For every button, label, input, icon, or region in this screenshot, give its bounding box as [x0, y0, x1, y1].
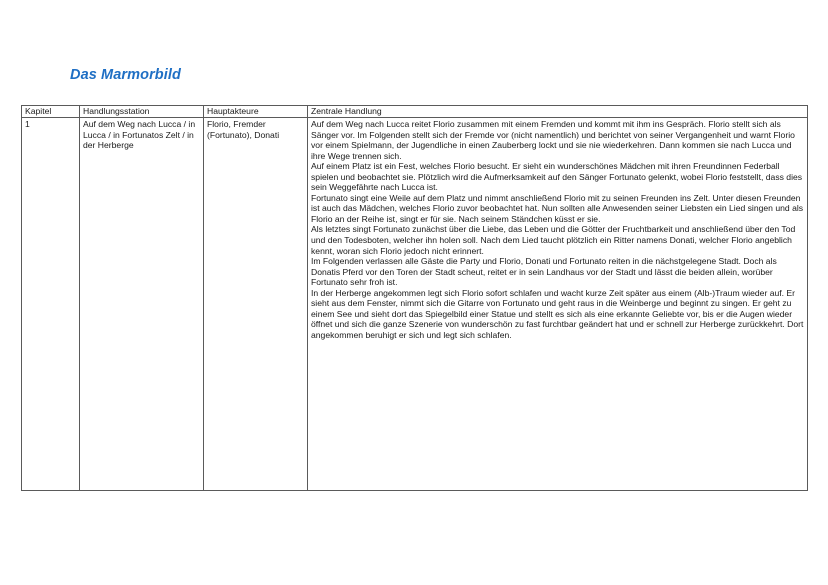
handlung-paragraph: Fortunato singt eine Weile auf dem Platz und nimmt anschließend Florio mit zu seinen Freunden ins Zelt. Unter diesen Freunden ist auch das Mädchen, welches Florio zuvor beobachtet hat. Nun sollten alle Anwesenden seiner Liebsten ein Lied singen und als Florio an der Reihe ist, singt er für sie. Nach seinem Ständchen küsst er sie. [311, 192, 804, 224]
cell-hauptakteure: Florio, Fremder (Fortunato), Donati [204, 118, 308, 491]
plot-overview-table [21, 105, 808, 491]
document-title: Das Marmorbild [70, 67, 181, 83]
handlung-paragraph: Auf dem Weg nach Lucca reitet Florio zusammen mit einem Fremden und kommt mit ihm ins Gespräch. Florio stellt sich als Sänger vor. Im Folgenden stellt sich der Fremde vor (nicht namentlich) und berichtet von seiner Vergangenheit und warnt Florio vor einem Spielmann, der Jugendliche in einen Zauberberg lockt und sie nie wiederkehren. Dann kommen sie nach Lucca und ihre Wege trennen sich. [311, 119, 795, 161]
cell-kapitel: 1 [22, 118, 80, 491]
handlung-paragraph: Im Folgenden verlassen alle Gäste die Party und Florio, Donati und Fortunato reiten in die nächstgelegene Stadt. Doch als Donatis Pferd vor den Toren der Stadt scheut, reitet er in sein Landhaus vor der Stadt und lässt die beiden allein, worüber Fortunato sehr froh ist. [311, 256, 777, 288]
header-kapitel: Kapitel [22, 106, 80, 118]
cell-handlungsstation: Auf dem Weg nach Lucca / in Lucca / in Fortunatos Zelt / in der Herberge [80, 118, 204, 491]
header-hauptakteure: Hauptakteure [204, 106, 308, 118]
header-handlungsstation: Handlungsstation [80, 106, 204, 118]
table-header-row [22, 106, 808, 118]
header-zentrale-handlung: Zentrale Handlung [308, 106, 808, 118]
handlung-paragraph: Als letztes singt Fortunato zunächst über die Liebe, das Leben und die Götter der Fruchtbarkeit und anschließend über den Tod und den Todesboten, welcher ihn holen soll. Nach dem Lied taucht plötzlich ein Ritter namens Donati, welcher Florio angeblich kennt, woran sich Florio jedoch nicht erinnert. [311, 224, 796, 256]
cell-zentrale-handlung [308, 118, 808, 491]
handlung-paragraph: In der Herberge angekommen legt sich Florio sofort schlafen und wacht kurze Zeit später aus einem (Alb-)Traum wieder auf. Er sieht aus dem Fenster, nimmt sich die Gitarre von Fortunato und geht raus in die Weinberge und beginnt zu singen. Er geht zu einem See und sieht dort das Spiegelbild einer Statue und stellt es sich als eine erkannte Geliebte vor, bis er die Augen wieder öffnet und sich die ganze Szenerie von wunderschön zu fast furchtbar geändert hat und er schnell zur Herberge zurückkehrt. Dort angekommen beruhigt er sich und legt sich schlafen. [311, 287, 804, 340]
table-row [22, 118, 808, 491]
handlung-paragraph: Auf einem Platz ist ein Fest, welches Florio besucht. Er sieht ein wunderschönes Mädchen mit ihren Freundinnen Federball spielen und beobachtet sie. Plötzlich wird die Aufmerksamkeit auf den Sänger Fortunato gelenkt, wobei Florio feststellt, dass dies sein Weggefährte nach Lucca ist. [311, 161, 803, 193]
